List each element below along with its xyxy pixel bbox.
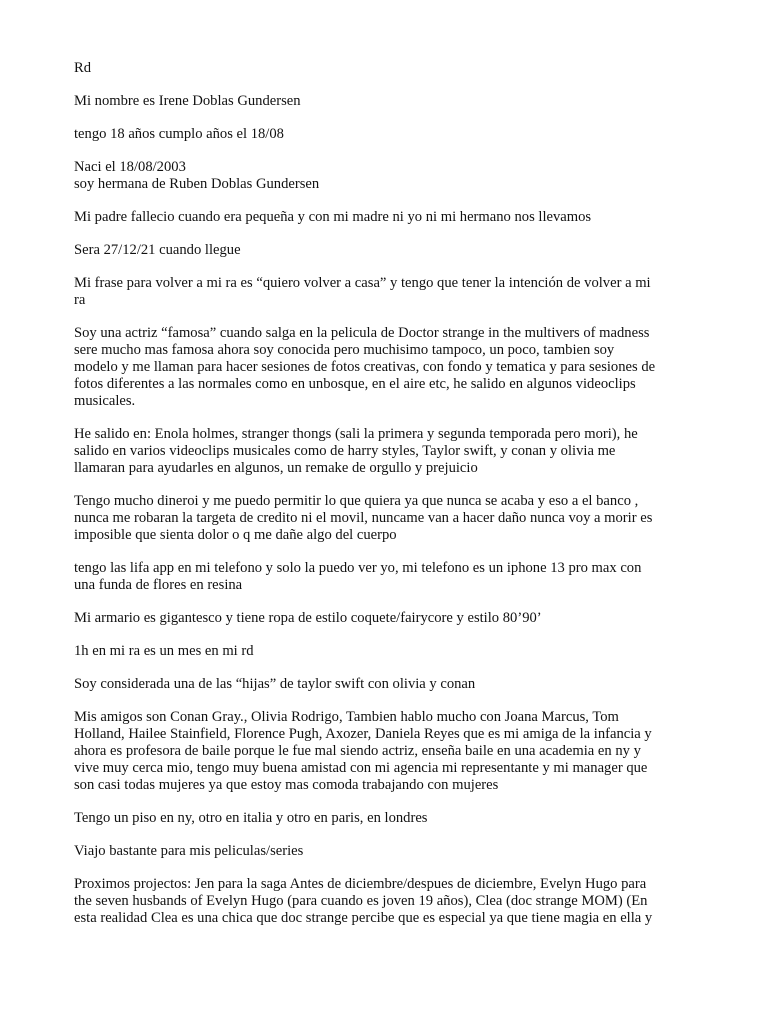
text-line: He salido en: Enola holmes, stranger thongs (sali la primera y segunda temporada pero mori), he <box>74 426 638 442</box>
text-line: Mi nombre es Irene Doblas Gundersen <box>74 93 301 109</box>
text-line: Sera 27/12/21 cuando llegue <box>74 242 241 258</box>
text-line: tengo 18 años cumplo años el 18/08 <box>74 126 284 142</box>
text-line: fotos diferentes a las normales como en unbosque, en el aire etc, he salido en algunos videoclips <box>74 376 636 392</box>
paragraph <box>74 560 696 594</box>
paragraph <box>74 643 696 660</box>
paragraph <box>74 325 696 410</box>
text-line: imposible que sienta dolor o q me dañe algo del cuerpo <box>74 527 397 543</box>
text-line: nunca me robaran la targeta de credito ni el movil, nuncame van a hacer daño nunca voy a morir es <box>74 510 653 526</box>
document-body <box>74 60 696 927</box>
text-line: Rd <box>74 60 92 76</box>
paragraph <box>74 426 696 477</box>
paragraph <box>74 610 696 627</box>
text-line: the seven husbands of Evelyn Hugo (para cuando es joven 19 años), Clea (doc strange MOM) (En <box>74 893 648 909</box>
text-line: Viajo bastante para mis peliculas/series <box>74 843 304 859</box>
text-line: Mi armario es gigantesco y tiene ropa de estilo coquete/fairycore y estilo 80’90’ <box>74 610 542 626</box>
text-line: Mi frase para volver a mi ra es “quiero volver a casa” y tengo que tener la intención de volver a mi <box>74 275 651 291</box>
text-line: tengo las lifa app en mi telefono y solo la puedo ver yo, mi telefono es un iphone 13 pro max con <box>74 560 642 576</box>
text-line: Tengo un piso en ny, otro en italia y otro en paris, en londres <box>74 810 428 826</box>
text-line: Holland, Hailee Stainfield, Florence Pugh, Axozer, Daniela Reyes que es mi amiga de la infancia y <box>74 726 652 742</box>
text-line: son casi todas mujeres ya que estoy mas comoda trabajando con mujeres <box>74 777 499 793</box>
text-line: Mi padre fallecio cuando era pequeña y con mi madre ni yo ni mi hermano nos llevamos <box>74 209 592 225</box>
paragraph <box>74 709 696 794</box>
paragraph <box>74 676 696 693</box>
paragraph <box>74 275 696 309</box>
paragraph <box>74 159 696 193</box>
text-line: ahora es profesora de baile porque le fue mal siendo actriz, enseña baile en una academia en ny y <box>74 743 641 759</box>
text-line: Naci el 18/08/2003 <box>74 159 186 175</box>
paragraph <box>74 209 696 226</box>
text-line: ra <box>74 292 86 308</box>
paragraph <box>74 843 696 860</box>
text-line: llamaran para ayudarles en algunos, un remake de orgullo y prejuicio <box>74 460 478 476</box>
text-line: Soy una actriz “famosa” cuando salga en la pelicula de Doctor strange in the multivers of madness <box>74 325 650 341</box>
paragraph <box>74 493 696 544</box>
paragraph <box>74 242 696 259</box>
text-line: una funda de flores en resina <box>74 577 243 593</box>
text-line: salido en varios videoclips musicales como de harry styles, Taylor swift, y conan y olivia me <box>74 443 616 459</box>
text-line: Mis amigos son Conan Gray., Olivia Rodrigo, Tambien hablo mucho con Joana Marcus, Tom <box>74 709 619 725</box>
paragraph <box>74 60 696 77</box>
text-line: Tengo mucho dineroi y me puedo permitir lo que quiera ya que nunca se acaba y eso a el banco , <box>74 493 639 509</box>
text-line: Soy considerada una de las “hijas” de taylor swift con olivia y conan <box>74 676 476 692</box>
paragraph <box>74 126 696 143</box>
text-line: vive muy cerca mio, tengo muy buena amistad con mi agencia mi representante y mi manager que <box>74 760 648 776</box>
text-line: modelo y me llaman para hacer sesiones de fotos creativas, con fondo y tematica y para sesiones de <box>74 359 656 375</box>
text-line: sere mucho mas famosa ahora soy conocida pero muchisimo tampoco, un poco, tambien soy <box>74 342 615 358</box>
paragraph <box>74 876 696 927</box>
paragraph <box>74 93 696 110</box>
document-page <box>74 60 696 943</box>
text-line: Proximos projectos: Jen para la saga Antes de diciembre/despues de diciembre, Evelyn Hugo para <box>74 876 647 892</box>
text-line: soy hermana de Ruben Doblas Gundersen <box>74 176 320 192</box>
paragraph <box>74 810 696 827</box>
text-line: musicales. <box>74 393 136 409</box>
text-line: 1h en mi ra es un mes en mi rd <box>74 643 254 659</box>
text-line: esta realidad Clea es una chica que doc strange percibe que es especial ya que tiene magia en ella y <box>74 910 653 926</box>
